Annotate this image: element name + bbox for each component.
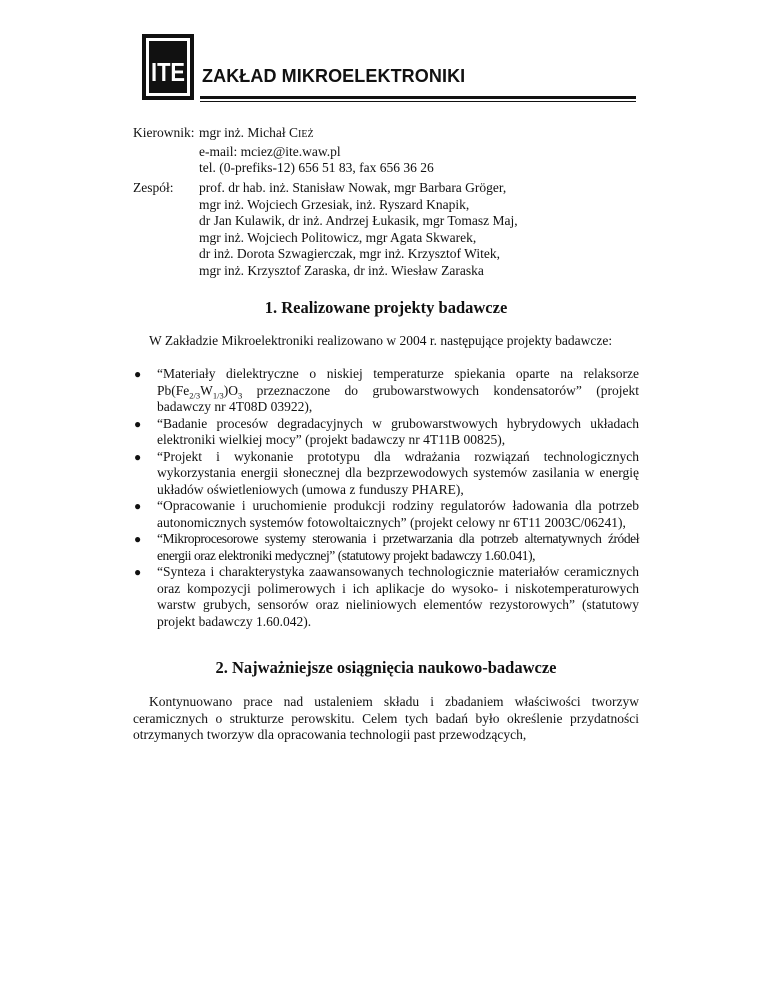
bullet-icon: ● [134,367,142,381]
team-line: dr inż. Dorota Szwagierczak, mgr inż. Krzysztof Witek, [199,246,500,261]
head-phone: tel. (0-prefiks-12) 656 51 83, fax 656 36 26 [199,160,434,175]
head-label: Kierownik: [133,125,195,140]
team-line: mgr inż. Krzysztof Zaraska, dr inż. Wiesław Zaraska [199,262,484,278]
section-2-title: 2. Najważniejsze osiągnięcia naukowo-badawcze [215,658,557,677]
bullet-icon: ● [134,449,142,464]
project-item: ● “Materiały dielektryczne o niskiej temperaturze spiekania oparte na relaksorze $Pb(Fe_{2/3}W_{1/3})O_3$ przeznaczone do grubowarstwowych kondensatorów” (projekt badawczy nr 4T08D 03922), [134,366,639,414]
department-title: ZAKŁAD MIKROELEKTRONIKI [202,66,466,86]
head-name: mgr inż. Michał CIEŻ [199,125,314,140]
team-line: dr Jan Kulawik, dr inż. Andrzej Łukasik, mgr Tomasz Maj, [199,213,518,228]
project-list [133,366,639,630]
header-rule-thin [200,101,636,102]
section-2-paragraph: Kontynuowano prace nad ustaleniem składu i zbadaniem właściwości tworzyw ceramicznych o strukturze perowskitu. Celem tych badań było określenie przydatności otrzymanych tworzyw dla opracowania technologii past przewodzących, [133,694,639,742]
team-line: mgr inż. Wojciech Grzesiak, inż. Ryszard Knapik, [199,196,470,212]
team-block [133,180,653,280]
bullet-icon: ● [134,416,142,431]
section-1-title: 1. Realizowane projekty badawcze [264,298,508,317]
project-item: ● “Opracowanie i uruchomienie produkcji rodziny regulatorów ładowania dla potrzeb autonomicznych systemów fotowoltaicznych” (projekt celowy nr 6T11 2003C/06241), [134,498,639,530]
project-item: ● “Badanie procesów degradacyjnych w grubowarstwowych hybrydowych układach elektroniki wielkiej mocy” (projekt badawczy nr 4T11B 00825), [134,415,639,447]
ite-logo [142,34,194,100]
head-email: e-mail: mciez@ite.waw.pl [199,143,341,159]
header-rule-thick [200,96,636,99]
head-block [133,125,653,175]
project-item: ● “Mikroprocesorowe systemy sterowania i przetwarzania dla potrzeb alternatywnych źródeł energii oraz elektroniki medycznej” (statutowy projekt badawczy 1.60.041), [134,531,639,563]
bullet-icon: ● [134,532,141,546]
project-item: ● “Projekt i wykonanie prototypu dla wdrażania rozwiązań technologicznych wykorzystania energii słonecznej dla bezprzewodowych systemów zasilania w energię układów oświetleniowych (umowa z funduszy PHARE), [134,448,639,497]
bullet-icon: ● [134,499,142,513]
team-line: prof. dr hab. inż. Stanisław Nowak, mgr Barbara Gröger, [199,180,507,195]
team-line: mgr inż. Wojciech Politowicz, mgr Agata Skwarek, [199,229,477,245]
team-label: Zespół: [133,180,174,195]
project-item: ● “Synteza i charakterystyka zaawansowanych technologicznie materiałów ceramicznych oraz kompozycji polimerowych i ich aplikacje do wysoko- i niskotemperaturowych warstw grubych, sensorów oraz nieliniowych elementów rezystorowych” (statutowy projekt badawczy 1.60.042). [134,564,639,629]
section-1-intro: W Zakładzie Mikroelektroniki realizowano w 2004 r. następujące projekty badawcze: [149,333,613,348]
logo-text: ITE [151,57,185,87]
bullet-icon: ● [134,565,142,579]
